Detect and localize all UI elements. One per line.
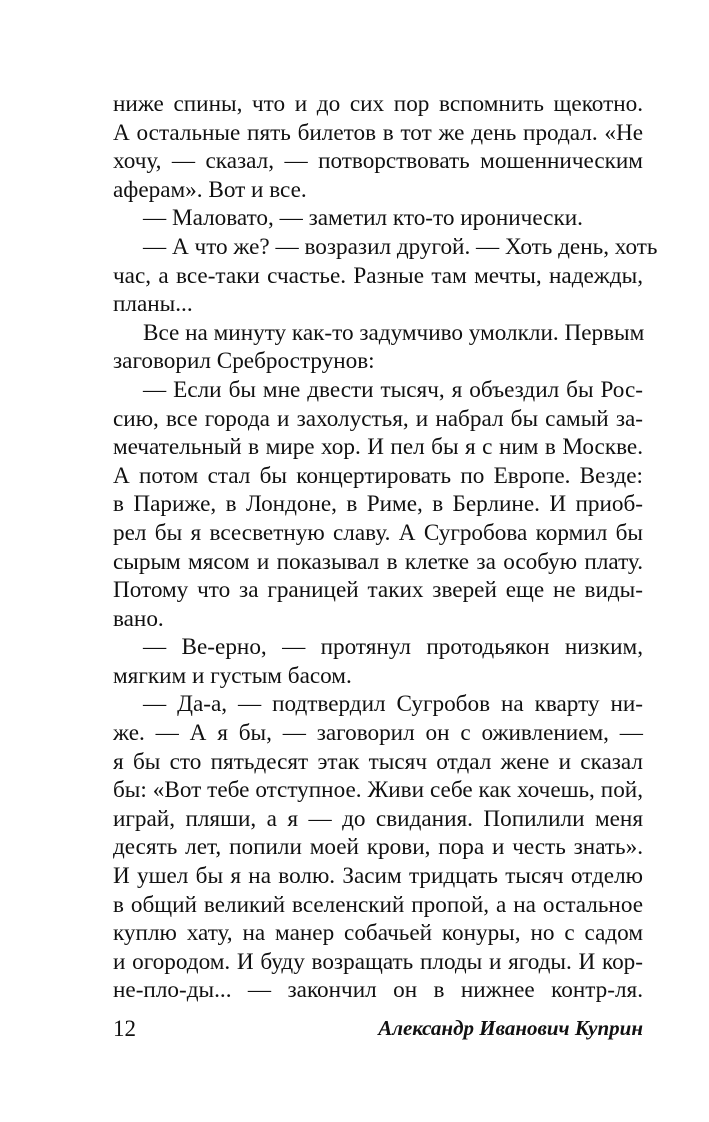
text-line: мечательный в мире хор. И пел бы я с ним в Москве. [113,434,643,461]
text-line: ниже спины, что и до сих пор вспомнить щекотно. [113,91,643,117]
text-line: рел бы я всесветную славу. А Сугробова кормил бы [113,519,643,546]
page-footer [113,1016,643,1046]
body-text [113,90,658,1005]
text-line: час, а все-таки счастье. Разные там мечты, надежды, [113,262,643,289]
text-line: Все на минуту как-то задумчиво умолкли. Первым [143,319,645,346]
text-line: планы... [113,291,193,318]
text-line: в Париже, в Лондоне, в Риме, в Берлине. И приоб- [113,491,643,518]
text-line: десять лет, попили моей крови, пора и честь знать». [113,834,643,861]
text-line: бы: «Вот тебе отступное. Живи себе как хочешь, пой, [113,777,643,804]
text-line: — Ве-ерно, — протянул протодьякон низким, [143,634,643,661]
text-line: аферам». Вот и все. [113,176,307,203]
text-line: заговорил Среброструнов: [113,348,375,375]
text-line: в общий великий вселенский пропой, а на остальное [113,891,643,918]
text-line: я бы сто пятьдесят этак тысяч отдал жене и сказал [113,748,643,775]
text-line: Потому что за границей таких зверей еще не виды- [113,577,643,604]
text-line: — Если бы мне двести тысяч, я объездил бы Рос- [143,376,643,403]
text-line: мягким и густым басом. [113,662,352,689]
text-line: — А что же? — возразил другой. — Хоть день, хоть [143,233,658,260]
text-line: же. — А я бы, — заговорил он с оживлением, — [113,720,643,747]
text-line: сырым мясом и показывал в клетке за особую плату. [113,548,643,575]
text-line: вано. [113,605,164,632]
text-line: играй, пляши, а я — до свидания. Попилили меня [113,805,643,832]
text-line: — Маловато, — заметил кто-то иронически. [143,205,583,232]
text-line: И ушел бы я на волю. Засим тридцать тысяч отделю [113,863,643,890]
page-number: 12 [113,1016,136,1041]
text-line: не-пло-ды... — закончил он в нижнее контр-ля. [113,977,643,1004]
text-line: А остальные пять билетов в тот же день продал. «Не [113,119,643,146]
text-line: куплю хату, на манер собачьей конуры, но с садом [113,920,643,947]
text-line: хочу, — сказал, — потворствовать мошенническим [113,148,643,175]
text-line: сию, все города и захолустья, и набрал бы самый за- [113,405,643,432]
running-header-author: Александр Иванович Куприн [378,1016,643,1040]
text-line: — Да-а, — подтвердил Сугробов на кварту ни- [143,691,643,718]
text-line: и огородом. И буду возращать плоды и ягоды. И кор- [113,948,643,975]
text-line: А потом стал бы концертировать по Европе. Везде: [113,462,643,489]
